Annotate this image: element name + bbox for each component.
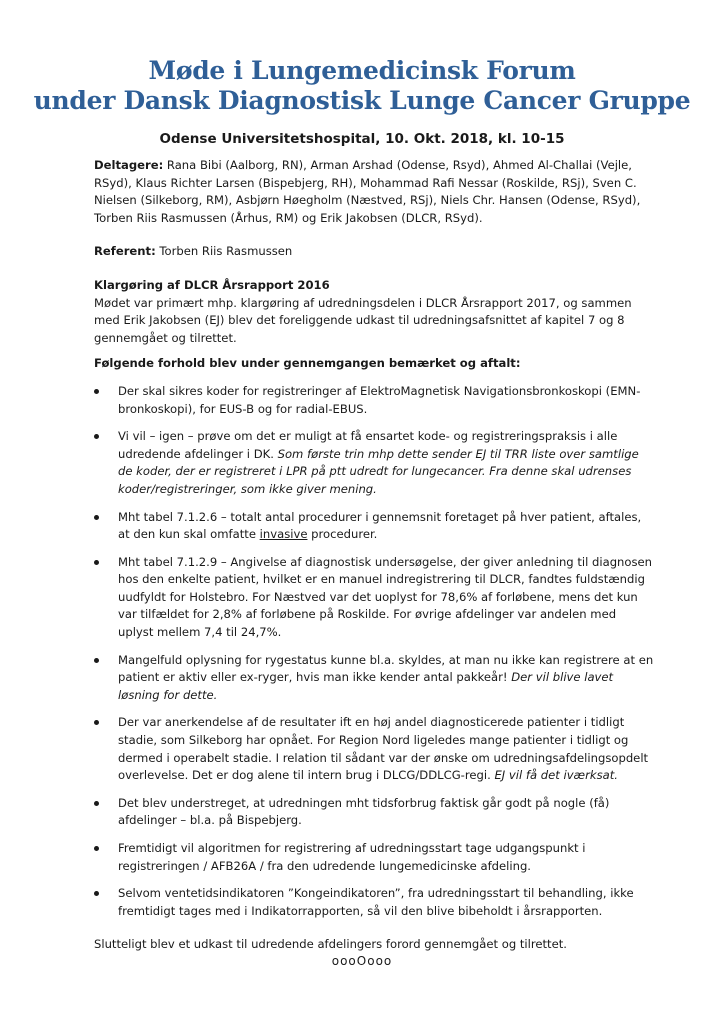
list-item-text: Mht tabel 7.1.2.9 – Angivelse af diagnostisk undersøgelse, der giver anledning til diagnosen hos den enkelte patient, hvilket er en manuel indregistrering til DLCR, fandtes fuldstændig uudfyldt for Holstebro. For Næstved var det uoplyst for 78,6% af forløbene, mens det kun var tilfældet for 2,8% af forløbene på Roskilde. For øvrige afdelinger var andelen med uplyst mellem 7,4 til 24,7%. <box>118 554 653 640</box>
bullet-icon <box>94 801 99 806</box>
bullet-icon <box>94 560 99 565</box>
bullet-icon <box>94 720 99 725</box>
footer-separator: oooOooo <box>331 954 393 968</box>
participants-paragraph <box>94 157 654 227</box>
list-item-italic-text: EJ vil få det iværksat. <box>494 768 618 783</box>
list-item-text: Mht tabel 7.1.2.6 – totalt antal procedurer i gennemsnit foretaget på hver patient, aftales, at den kun skal omfatte <box>118 509 642 542</box>
referent-paragraph <box>94 243 654 261</box>
referent-label: Referent: <box>94 244 156 259</box>
bullet-icon <box>94 846 99 851</box>
list-item <box>94 554 654 642</box>
document-body <box>94 157 654 954</box>
bullet-icon <box>94 658 99 663</box>
list-item-text: Mangelfuld oplysning for rygestatus kunne bl.a. skyldes, at man nu ikke kan registrere at en patient er aktiv eller ex-ryger, hvis man ikke kender antal pakkeår! <box>118 652 654 685</box>
bullet-list <box>94 383 654 920</box>
list-item <box>94 652 654 705</box>
participants-text: Rana Bibi (Aalborg, RN), Arman Arshad (Odense, Rsyd), Ahmed Al-Challai (Vejle, RSyd), Klaus Richter Larsen (Bispebjerg, RH), Mohammad Rafi Nessar (Roskilde, RSj), Sven C. Nielsen (Silkeborg, RM), Asbjørn Høegholm (Næstved, RSj), Niels Chr. Hansen (Odense, RSyd), Torben Riis Rasmussen (Århus, RM) og Erik Jakobsen (DLCR, RSyd). <box>94 158 641 225</box>
list-item <box>94 428 654 498</box>
list-item-italic-text: Der vil blive lavet løsning for dette. <box>118 670 614 702</box>
bullet-icon <box>94 515 99 520</box>
meeting-subtitle: Odense Universitetshospital, 10. Okt. 2018, kl. 10-15 <box>159 131 565 147</box>
list-item <box>94 840 654 875</box>
list-item-text: Vi vil – igen – prøve om det er muligt at få ensartet kode- og registreringspraksis i alle udredende afdelinger i DK. <box>118 429 618 461</box>
list-item <box>94 509 654 544</box>
page-title-line-1: Møde i Lungemedicinsk Forum <box>148 56 576 85</box>
list-item-text: Selvom ventetidsindikatoren ”Kongeindikatoren”, fra udredningsstart til behandling, ikke fremtidigt tages med i Indikatorrapporten, så vil den blive bibeholdt i årsrapporten. <box>118 886 634 918</box>
participants-label: Deltagere: <box>94 158 164 172</box>
list-item-text: Der skal sikres koder for registreringer af ElektroMagnetisk Navigationsbronkoskopi (EMN-bronkoskopi), for EUS-B og for radial-EBUS. <box>118 383 641 416</box>
list-item-text: Der var anerkendelse af de resultater ift en høj andel diagnosticerede patienter i tidligt stadie, som Silkeborg har opnået. For Region Nord ligeledes mange patienter i tidligt og dermed i operabelt stadie. I relation til sådant var der ønske om udredningsafdelingsopdelt overlevelse. Det er dog alene til intern brug i DLCG/DDLCG-regi. <box>118 715 649 783</box>
list-item-text-end: procedurer. <box>307 527 378 542</box>
list-item-underlined-text: invasive <box>259 527 308 542</box>
bullet-icon <box>94 434 99 439</box>
section-intro: Mødet var primært mhp. klargøring af udredningsdelen i DLCR Årsrapport 2017, og sammen med Erik Jakobsen (EJ) blev det foreliggende udkast til udredningsafsnittet af kapitel 7 og 8 gennemgået og tilrettet. <box>94 295 632 345</box>
bullet-icon <box>94 891 99 896</box>
list-item <box>94 383 654 418</box>
referent-text: Torben Riis Rasmussen <box>155 244 293 259</box>
closing-paragraph: Slutteligt blev et udkast til udredende afdelingers forord gennemgået og tilrettet. <box>94 937 567 952</box>
list-item <box>94 885 654 920</box>
list-item <box>94 714 654 784</box>
list-item-text: Fremtidigt vil algoritmen for registrering af udredningsstart tage udgangspunkt i registreringen / AFB26A / fra den udredende lungemedicinske afdeling. <box>118 841 586 873</box>
page-title-line-2: under Dansk Diagnostisk Lunge Cancer Gruppe <box>33 86 691 115</box>
section-heading: Klargøring af DLCR Årsrapport 2016 <box>94 277 330 292</box>
list-item-italic-text: Som første trin mhp dette sender EJ til TRR liste over samtlige de koder, der er registreret i LPR på ptt udredt for lungecancer. Fra denne skal udrenses koder/registreringer, som ikke giver mening. <box>118 446 639 496</box>
noted-heading: Følgende forhold blev under gennemgangen bemærket og aftalt: <box>94 356 521 371</box>
list-item-text: Det blev understreget, at udredningen mht tidsforbrug faktisk går godt på nogle (få) afdelinger – bl.a. på Bispebjerg. <box>118 795 610 828</box>
list-item <box>94 795 654 830</box>
bullet-icon <box>94 389 99 394</box>
